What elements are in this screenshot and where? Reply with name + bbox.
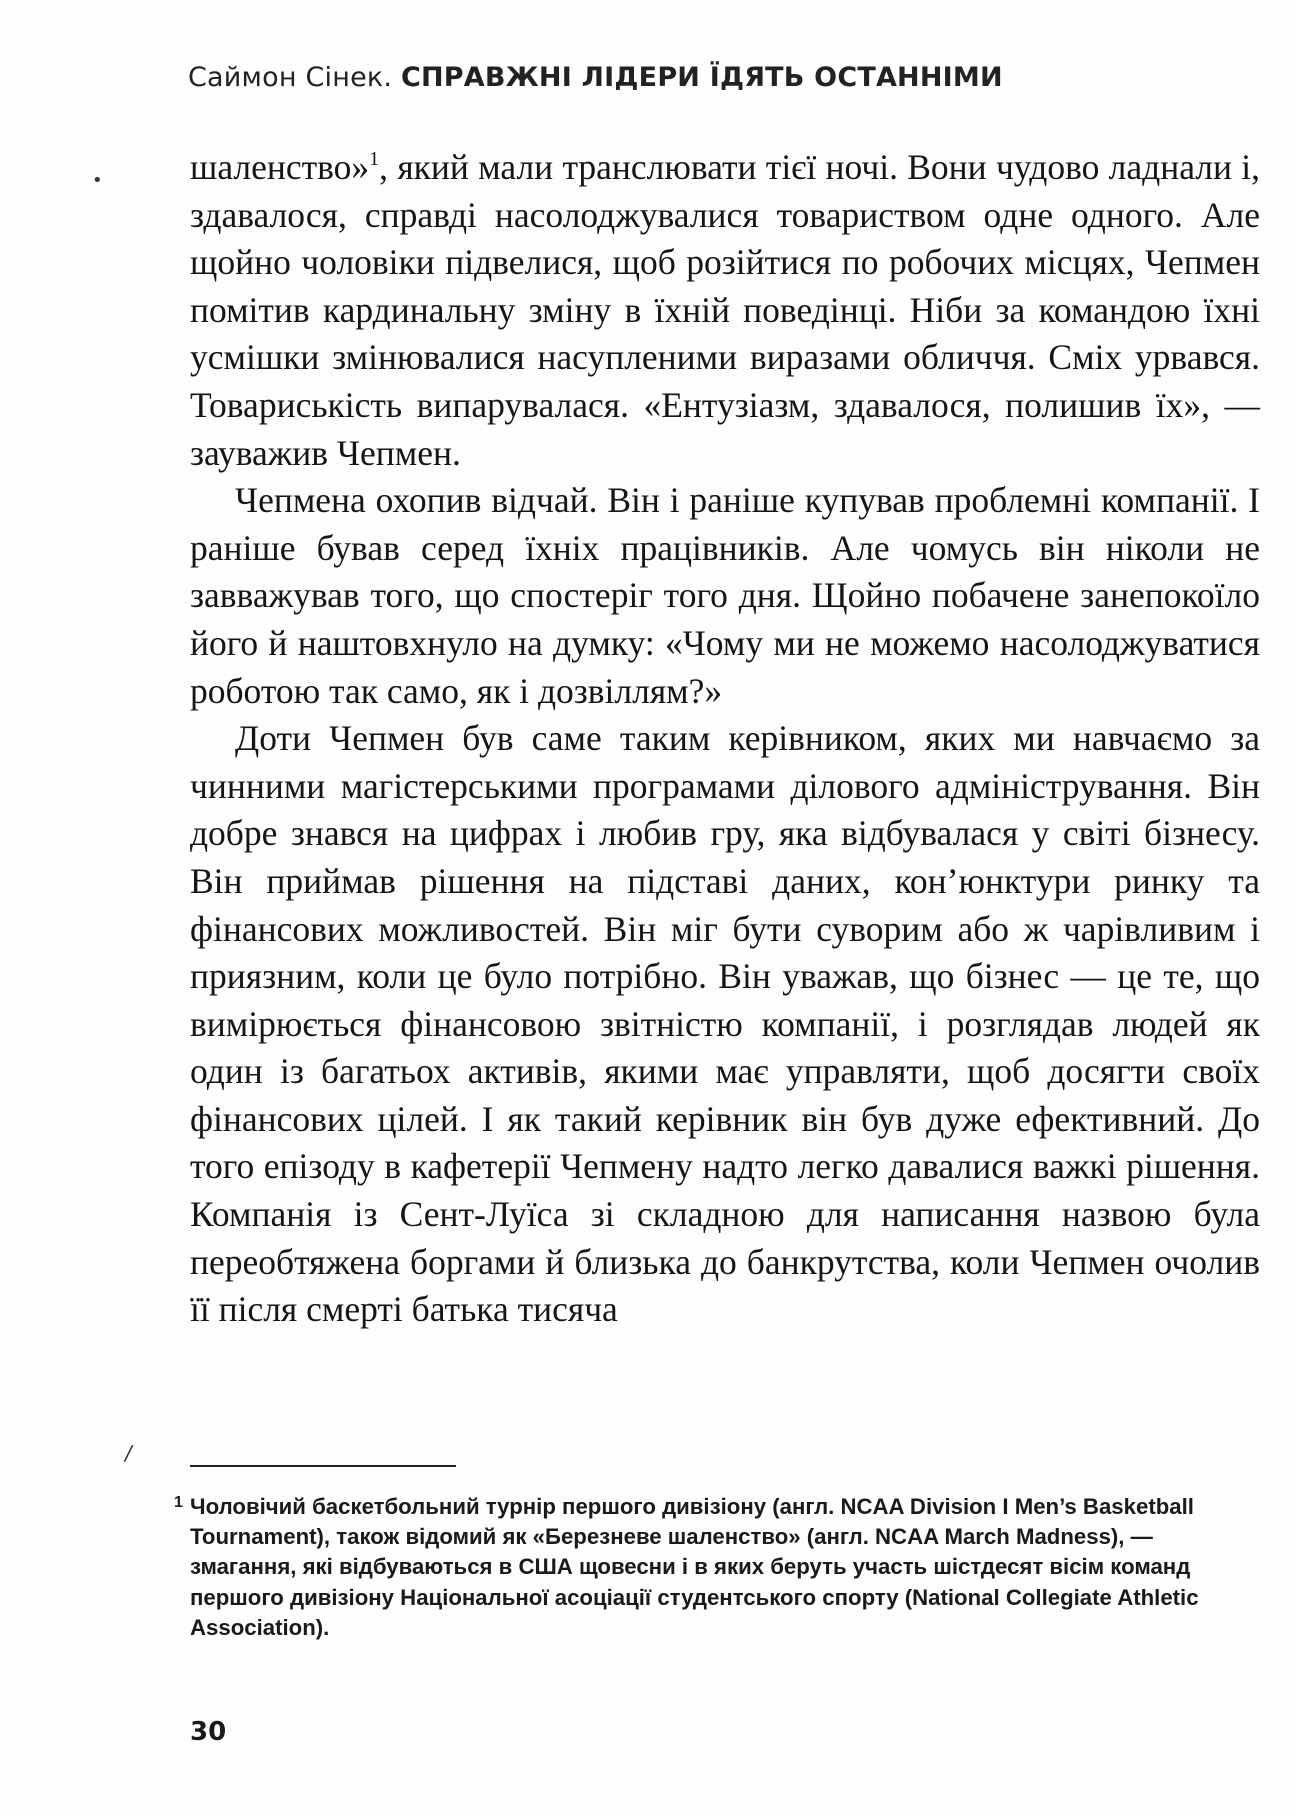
body-text xyxy=(190,144,1260,1334)
footnote-reference[interactable]: 1 xyxy=(369,148,380,170)
paragraph-1 xyxy=(190,144,1260,477)
paragraph-1-start: шаленство» xyxy=(190,147,370,187)
page-number: 30 xyxy=(190,1717,227,1747)
footnote xyxy=(174,1492,1262,1643)
paragraph-1-rest: , який мали транслювати тієї ночі. Вони чудово ладнали і, здавалося, справді насолоджувалися товариством одне одного. Але щойно чоловіки підвелися, щоб розійтися по робочих місцях, Чепмен помітив кардинальну зміну в їхній поведінці. Ніби за командою їхні усмішки змінювалися насупленими виразами обличчя. Сміх урвався. Товариськість випарувалася. «Ентузіазм, здавалося, полишив їх», — зауважив Чепмен. xyxy=(190,147,1260,473)
footnote-marker: 1 xyxy=(174,1494,183,1511)
scan-slash-mark: / xyxy=(125,1441,132,1465)
running-header xyxy=(188,62,1003,93)
paragraph-2: Чепмена охопив відчай. Він і раніше купував проблемні компанії. І раніше бував серед їхніх працівників. Але чомусь він ніколи не завважував того, що спостеріг того дня. Щойно побачене занепокоїло його й наштовхнуло на думку: «Чому ми не можемо насолоджуватися роботою так само, як і дозвіллям?» xyxy=(190,480,1260,711)
scan-dot-mark: • xyxy=(92,170,103,191)
footnote-divider xyxy=(190,1465,456,1467)
header-author: Саймон Сінек. xyxy=(188,62,393,93)
paragraph-3: Доти Чепмен був саме таким керівником, яких ми навчаємо за чинними магістерськими програмами ділового адміністрування. Він добре знався на цифрах і любив гру, яка відбувалася у світі бізнесу. Він приймав рішення на підставі даних, кон’юнктури ринку та фінансових можливостей. Він міг бути суворим або ж чарівливим і приязним, коли це було потрібно. Він уважав, що бізнес — це те, що вимірюється фінансовою звітністю компанії, і розглядав людей як один із багатьох активів, якими має управляти, щоб досягти своїх фінансових цілей. І як такий керівник він був дуже ефективний. До того епізоду в кафетерії Чепмену надто легко давалися важкі рішення. Компанія із Сент-Луїса зі складною для написання назвою була переобтяжена боргами й близька до банкрутства, коли Чепмен очолив її після смерті батька тисяча xyxy=(190,718,1260,1330)
header-book-title: СПРАВЖНІ ЛІДЕРИ ЇДЯТЬ ОСТАННІМИ xyxy=(400,62,1003,93)
footnote-text: Чоловічий баскетбольний турнір першого дивізіону (англ. NCAA Division I Men’s Basketball Tournament), також відомий як «Березневе шаленство» (англ. NCAA March Madness), — змагання, які відбуваються в США щовесни і в яких беруть участь шістдесят вісім команд першого дивізіону Національної асоціації студентського спорту (National Collegiate Athletic Association). xyxy=(190,1494,1199,1640)
